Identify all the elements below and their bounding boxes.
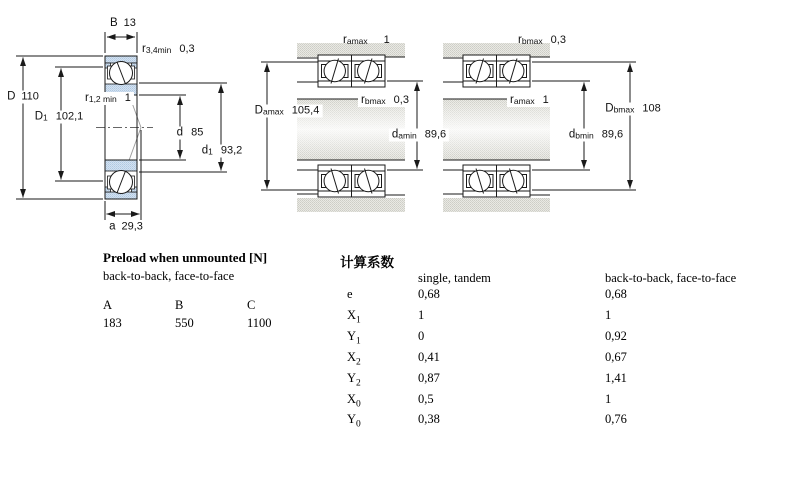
preload-value: 550 [175, 316, 194, 330]
paired-arrangement-a [261, 43, 423, 212]
paired-arrangement-b [443, 43, 636, 212]
factor-symbol: $X_1$ [347, 307, 361, 326]
factor-paired-value: 0,92 [605, 328, 627, 343]
factors-col1-header: single, tandem [418, 271, 491, 285]
preload-table [103, 250, 319, 331]
factor-symbol: $X_0$ [347, 391, 361, 410]
factor-paired-value: 1,41 [605, 370, 627, 385]
preload-subtitle: back-to-back, face-to-face [103, 269, 235, 283]
dim-label-ramax-inner: r amax 1 [507, 94, 552, 107]
preload-col-header: C [247, 298, 256, 312]
factors-col2-header: back-to-back, face-to-face [605, 271, 737, 285]
dim-label-a: a 29,3 [109, 220, 143, 233]
factor-paired-value: 1 [605, 391, 612, 406]
factor-symbol: $X_2$ [347, 349, 361, 368]
dim-label-B: B 13 [110, 17, 136, 29]
factor-symbol: $Y_2$ [347, 370, 361, 389]
factor-single-value: 0,5 [418, 391, 434, 406]
dim-label-r34min: r 3,4min 0,3 [142, 43, 195, 55]
factor-single-value: 1 [418, 307, 425, 322]
dim-label-dbmin: d bmin 89,6 [566, 129, 626, 142]
preload-value: 183 [103, 316, 122, 330]
factor-paired-value: 1 [605, 307, 612, 322]
dim-label-rbmax-top: r bmax 0,3 [518, 34, 566, 46]
dim-label-d1: d 1 93,2 [199, 145, 246, 158]
dim-label-Dbmax: D bmax 108 [602, 103, 663, 116]
dim-label-rbmax-inner: r bmax 0,3 [358, 94, 412, 107]
preload-col-header: B [175, 298, 184, 312]
single-bearing-section [96, 56, 153, 199]
dim-label-D1: D 1 102,1 [32, 111, 87, 124]
factor-symbol: $Y_1$ [347, 328, 361, 347]
dim-label-D: D 110 [4, 91, 42, 104]
factor-single-value: 0 [418, 328, 425, 343]
factor-single-value: 0,38 [418, 412, 440, 427]
preload-col-header: A [103, 298, 113, 312]
dim-label-Damax: D amax 105,4 [252, 105, 323, 118]
factor-single-value: 0,68 [418, 287, 440, 301]
dim-label-damin: d amin 89,6 [389, 129, 449, 142]
preload-title: Preload when unmounted [N] [103, 250, 268, 265]
factor-single-value: 0,87 [418, 370, 440, 385]
factor-paired-value: 0,67 [605, 349, 627, 364]
factor-paired-value: 0,68 [605, 287, 627, 301]
factors-table [347, 287, 627, 433]
preload-value: 1100 [247, 316, 272, 330]
factor-single-value: 0,41 [418, 349, 440, 364]
dim-label-r12min: r 1,2 min 1 [82, 92, 134, 105]
preload-grid [103, 298, 319, 331]
factor-paired-value: 0,76 [605, 412, 627, 427]
dim-label-d: d 85 [174, 127, 207, 140]
factors-title: 计算系数 [340, 255, 394, 270]
factor-symbol: $Y_0$ [347, 412, 361, 430]
dim-label-ramax-top: r amax 1 [343, 34, 390, 46]
factor-symbol: e [347, 287, 353, 301]
